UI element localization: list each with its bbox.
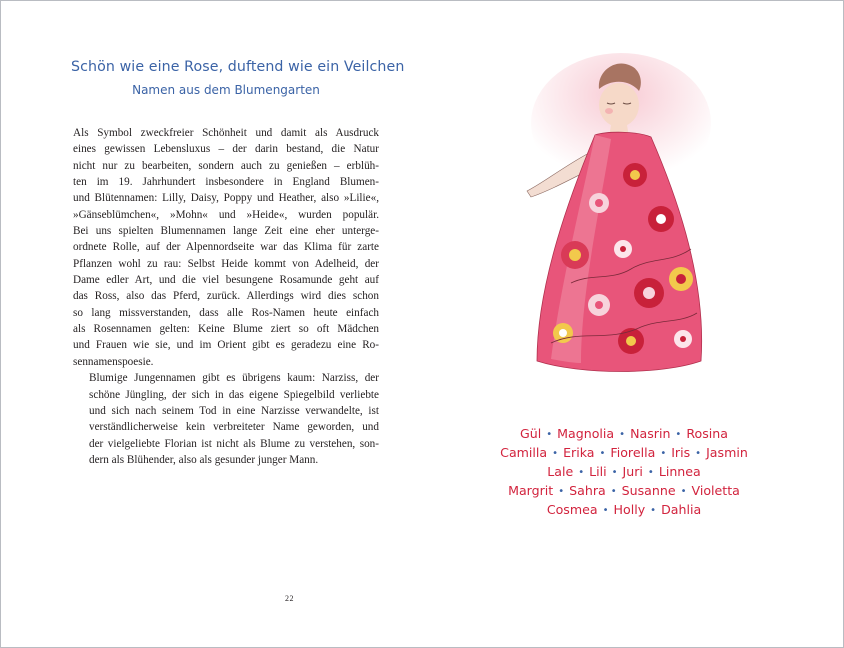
text-line: schöne Jüngling, der sich in das eigene Spiegelbild verliebte: [89, 388, 379, 401]
name-row: [479, 463, 769, 482]
name-item: Lale: [547, 464, 574, 479]
body-text: [73, 125, 379, 468]
chapter-subtitle: Namen aus dem Blumengarten: [132, 83, 320, 97]
text-line: ordnete Rolle, auf der Alpennordseite war das Klima für zarte: [73, 241, 379, 254]
bullet-separator: •: [558, 486, 565, 497]
name-row: [479, 444, 769, 463]
text-line: Blumige Jungennamen gibt es übrigens kaum: Narziss, der: [89, 372, 379, 385]
text-line: eines gewissen Lebensluxus – der darin bestand, die Natur: [73, 143, 379, 156]
paragraph-1: [73, 125, 379, 370]
name-item: Fiorella: [610, 445, 656, 460]
name-item: Erika: [563, 445, 595, 460]
text-line: verständlicherweise kein verbreiteter Name geworden, und: [89, 421, 379, 434]
text-line: und Frauen wie sie, und im Orient gibt es geradezu eine Ro-: [73, 339, 379, 352]
name-item: Margrit: [508, 483, 554, 498]
name-item: Iris: [671, 445, 691, 460]
bullet-separator: •: [680, 486, 687, 497]
name-item: Nasrin: [630, 426, 671, 441]
page-number: 22: [285, 594, 294, 603]
bullet-separator: •: [619, 429, 626, 440]
bullet-separator: •: [578, 467, 585, 478]
name-item: Susanne: [621, 483, 676, 498]
text-line: Dame edler Art, und die viel besungene Rosamunde geht auf: [73, 274, 379, 287]
name-item: Dahlia: [661, 502, 702, 517]
text-line: nicht nur zu bearbeiten, sondern auch zu genießen – erblüh-: [73, 159, 379, 172]
bullet-separator: •: [552, 448, 559, 459]
text-line: Bei uns spielten Blumennamen lange Zeit eine eher unterge-: [73, 225, 379, 238]
text-line: »Gänseblümchen«, »Mohn« und »Heide«, wurden populär.: [73, 208, 379, 221]
text-line: Pflanzen wohl zu rau: Selbst Heide kommt von Adelheid, der: [73, 257, 379, 270]
girl-in-flower-dress-illustration: [511, 43, 737, 381]
bullet-separator: •: [611, 467, 618, 478]
text-line: so lang missverstanden, dass alle Ros-Namen heute einfach: [73, 306, 379, 319]
name-item: Juri: [622, 464, 643, 479]
name-item: Lili: [589, 464, 607, 479]
name-item: Linnea: [658, 464, 701, 479]
name-item: Camilla: [500, 445, 548, 460]
name-list: [479, 425, 769, 520]
chapter-title: Schön wie eine Rose, duftend wie ein Veilchen: [71, 59, 405, 75]
bullet-separator: •: [647, 467, 654, 478]
paragraph-2: [73, 370, 379, 468]
name-item: Violetta: [691, 483, 740, 498]
bullet-separator: •: [599, 448, 606, 459]
text-line: der vielgeliebte Florian ist nicht als Blume zu verstehen, son-: [89, 437, 379, 450]
text-line: das Ross, also das Pferd, zurück. Allerdings wird dies schon: [73, 290, 379, 303]
text-line: sennamenspoesie.: [73, 355, 154, 368]
text-line: dern als Blühender, also als gesunder junger Mann.: [89, 453, 319, 466]
text-line: und Blütennamen: Lilly, Daisy, Poppy und Heather, also »Lilie«,: [73, 192, 379, 205]
name-item: Magnolia: [557, 426, 615, 441]
text-line: Als Symbol zweckfreier Schönheit und damit als Ausdruck: [73, 127, 379, 139]
text-line: und sich nach seinem Tod in eine Narzisse verwandelte, ist: [89, 404, 379, 417]
name-item: Gül: [520, 426, 542, 441]
name-item: Rosina: [686, 426, 728, 441]
text-line: ten im 19. Jahrhundert insbesondere in England Blumen-: [73, 176, 379, 189]
bullet-separator: •: [650, 505, 657, 516]
name-row: [479, 425, 769, 444]
bullet-separator: •: [610, 486, 617, 497]
bullet-separator: •: [695, 448, 702, 459]
name-item: Holly: [613, 502, 646, 517]
name-row: [479, 482, 769, 501]
name-item: Cosmea: [546, 502, 598, 517]
bullet-separator: •: [546, 429, 553, 440]
text-line: als Rosennamen gelten: Keine Blume ziert so oft Mädchen: [73, 323, 379, 336]
name-item: Jasmin: [706, 445, 748, 460]
bullet-separator: •: [602, 505, 609, 516]
bullet-separator: •: [675, 429, 682, 440]
bullet-separator: •: [660, 448, 667, 459]
name-row: [479, 501, 769, 520]
name-item: Sahra: [569, 483, 606, 498]
